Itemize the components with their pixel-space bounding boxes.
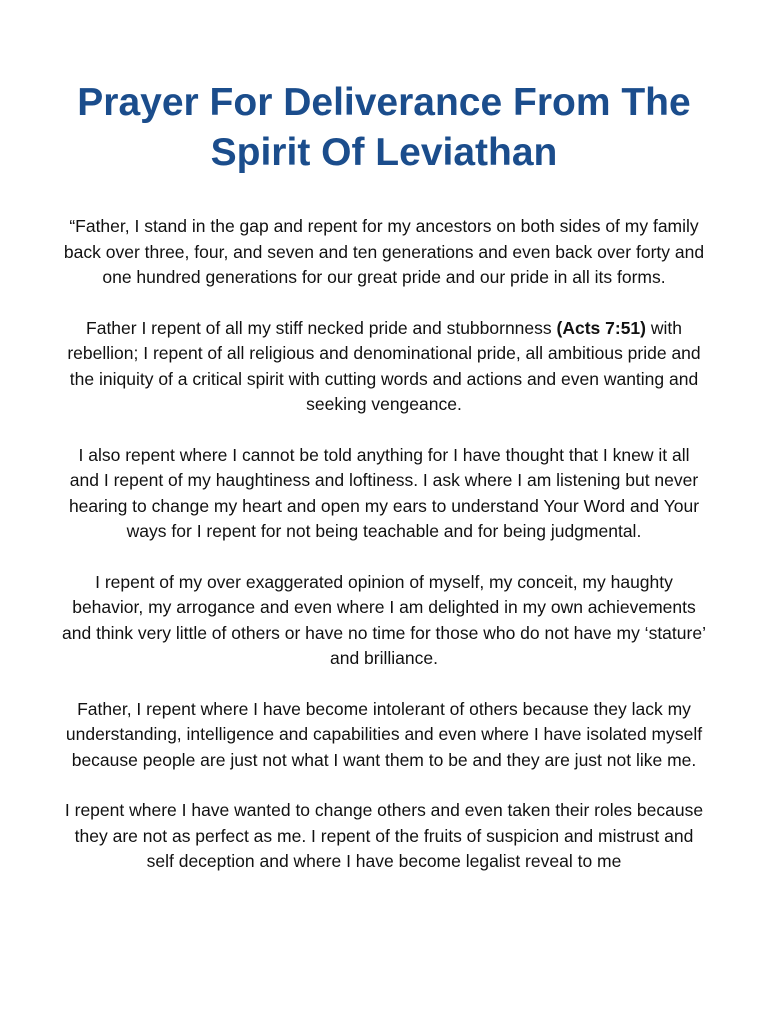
paragraph-2 — [62, 316, 706, 418]
paragraph-6: I repent where I have wanted to change others and even taken their roles because they are not as perfect as me. I repent of the fruits of suspicion and mistrust and self deception and where I have become legalist reveal to me — [64, 800, 704, 871]
paragraph-1: “Father, I stand in the gap and repent for my ancestors on both sides of my family back over three, four, and seven and ten generations and even back over forty and one hundred generations for our great pride and our pride in all its forms. — [63, 216, 705, 287]
paragraph-2-text-before: Father I repent of all my stiff necked pride and stubbornness — [86, 317, 557, 338]
scripture-reference: (Acts 7:51) — [556, 317, 646, 338]
page-title: Prayer For Deliverance From The Spirit Of Leviathan — [77, 81, 691, 174]
paragraph-2-text-after: with rebellion; I repent of all religious and denominational pride, all ambitious pride and the iniquity of a critical spirit with cutting words and actions and even wanting and seeking vengeance. — [67, 317, 701, 414]
paragraph-3: I also repent where I cannot be told anything for I have thought that I knew it all and I repent of my haughtiness and loftiness. I ask where I am listening but never hearing to change my heart and open my ears to understand Your Word and Your ways for I repent for not being teachable and for being judgmental. — [68, 444, 700, 541]
paragraph-4: I repent of my over exaggerated opinion of myself, my conceit, my haughty behavior, my arrogance and even where I am delighted in my own achievements and think very little of others or have no time for those who do not have my ‘stature’ and brilliance. — [62, 571, 706, 668]
paragraph-5: Father, I repent where I have become intolerant of others because they lack my understanding, intelligence and capabilities and even where I have isolated myself because people are just not what I want them to be and they are just not like me. — [65, 698, 703, 770]
